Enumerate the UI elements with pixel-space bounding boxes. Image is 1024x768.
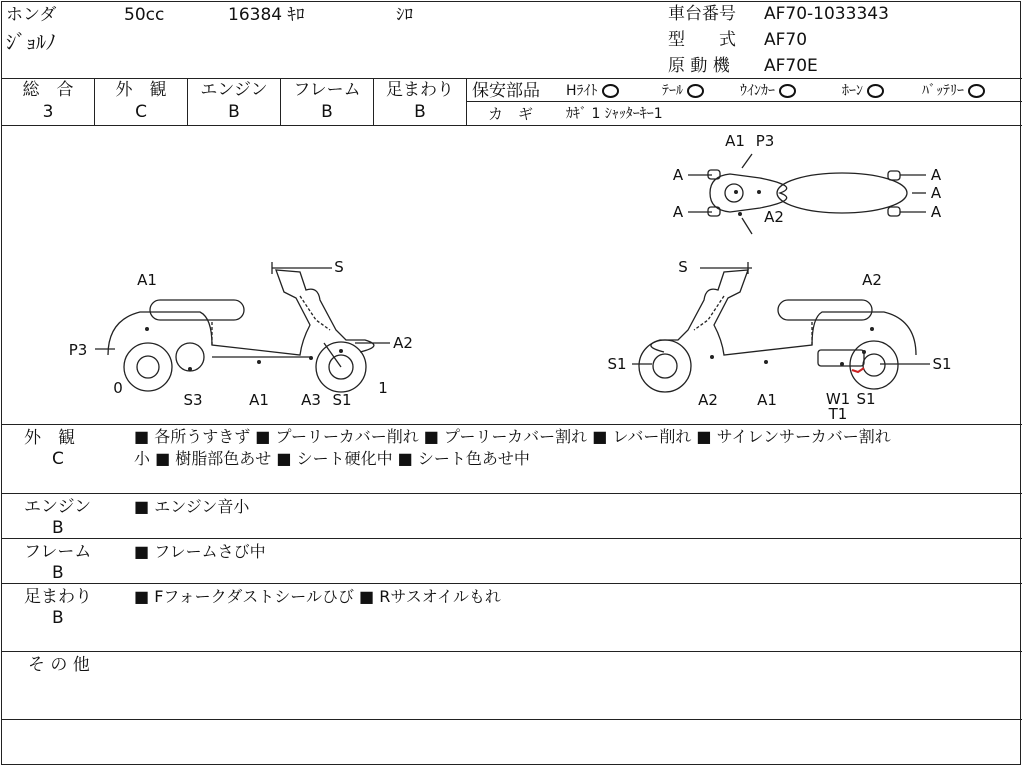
safety-item-horn — [842, 81, 884, 101]
section-grade: B — [52, 563, 64, 583]
model-name: ｼﾞｮﾙﾉ — [6, 30, 56, 54]
damage-diagram — [0, 126, 1024, 424]
exterior-grade: C — [135, 102, 147, 122]
scooter-top-view — [688, 154, 926, 234]
key-value: ｶｷﾞ 1 ｼｬｯﾀｰｷｰ1 — [566, 106, 663, 122]
diagram-label: A2 — [764, 208, 784, 226]
ok-circle-icon — [687, 84, 704, 98]
divider — [2, 424, 1022, 425]
diagram-label: T1 — [828, 405, 848, 423]
frame-grade-label: フレーム — [293, 80, 361, 100]
section-notes: 小 ■ 樹脂部色あせ ■ シート硬化中 ■ シート色あせ中 — [134, 449, 530, 468]
ok-circle-icon — [602, 84, 619, 98]
section-notes: ■ エンジン音小 — [134, 497, 250, 516]
ok-circle-icon — [968, 84, 985, 98]
section-grade: B — [52, 518, 64, 538]
displacement: 50cc — [124, 5, 165, 25]
engine-label: 原 動 機 — [668, 56, 730, 76]
type-label: 型 式 — [668, 30, 736, 50]
type-value: AF70 — [764, 30, 808, 50]
diagram-label: A — [930, 184, 942, 202]
diagram-label: S3 — [183, 391, 203, 409]
exterior-label: 外 観 — [115, 80, 167, 100]
section-label: フレーム — [24, 542, 92, 562]
section-grade: C — [52, 449, 64, 469]
engine-grade-label: エンジン — [200, 80, 268, 100]
safety-item-label: ｳｲﾝｶｰ — [740, 83, 775, 99]
diagram-label: A — [930, 166, 942, 184]
overall-grade: 3 — [42, 102, 54, 122]
section-notes: ■ Fフォークダストシールひび ■ Rサスオイルもれ — [134, 587, 501, 606]
section-label: 足まわり — [24, 587, 92, 607]
diagram-label: A — [930, 203, 942, 221]
divider — [2, 583, 1022, 584]
diagram-label: A1 — [725, 132, 745, 150]
section-label: 外 観 — [24, 428, 75, 448]
safety-item-label: Hﾗｲﾄ — [566, 83, 598, 99]
ok-circle-icon — [867, 84, 884, 98]
frame-no: AF70-1033343 — [764, 4, 889, 24]
diagram-label: A2 — [862, 271, 882, 289]
safety-label: 保安部品 — [472, 81, 540, 101]
diagram-label: A — [672, 203, 684, 221]
key-label: カ ギ — [488, 105, 534, 123]
safety-item-winker — [740, 81, 796, 101]
color: ｼﾛ — [396, 5, 413, 25]
divider — [2, 78, 1022, 79]
diagram-label: W1 — [825, 390, 851, 408]
divider — [2, 493, 1022, 494]
diagram-label: A — [672, 166, 684, 184]
divider — [2, 719, 1022, 720]
diagram-label: 1 — [378, 379, 388, 397]
engine-grade: B — [228, 102, 240, 122]
diagram-label: S — [334, 258, 344, 276]
overall-label: 総 合 — [22, 80, 74, 100]
divider — [2, 538, 1022, 539]
section-notes: ■ 各所うすきず ■ プーリーカバー削れ ■ プーリーカバー割れ ■ レバー削れ ■ サイレンサーカバー割れ — [134, 427, 891, 446]
safety-item-label: ﾎｰﾝ — [842, 83, 863, 99]
safety-item-tail — [662, 81, 704, 101]
diagram-label: A1 — [249, 391, 269, 409]
diagram-label: P3 — [755, 132, 775, 150]
diagram-label: S1 — [856, 390, 876, 408]
diagram-label: A2 — [393, 334, 413, 352]
ok-circle-icon — [779, 84, 796, 98]
diagram-label: A1 — [757, 391, 777, 409]
diagram-label: S — [678, 258, 688, 276]
diagram-label: S1 — [607, 355, 627, 373]
divider — [2, 651, 1022, 652]
safety-item-headlight — [566, 81, 619, 101]
mileage: 16384 ｷﾛ — [228, 5, 305, 25]
section-label: エンジン — [24, 497, 92, 517]
section-notes: ■ フレームさび中 — [134, 542, 266, 561]
section-label: そ の 他 — [28, 655, 90, 675]
engine-value: AF70E — [764, 56, 818, 76]
diagram-label: A2 — [698, 391, 718, 409]
divider — [466, 101, 1022, 102]
diagram-label: S1 — [932, 355, 952, 373]
frame-no-label: 車台番号 — [668, 4, 736, 24]
suspension-grade: B — [414, 102, 426, 122]
safety-item-label: ﾊﾞｯﾃﾘｰ — [922, 83, 964, 99]
diagram-label: A3 — [301, 391, 321, 409]
diagram-label: A1 — [137, 271, 157, 289]
diagram-label: 0 — [113, 379, 123, 397]
frame-grade: B — [321, 102, 333, 122]
scooter-right-view — [632, 262, 930, 392]
diagram-label: P3 — [68, 341, 88, 359]
suspension-grade-label: 足まわり — [386, 80, 454, 100]
safety-item-battery — [922, 81, 985, 101]
maker: ホンダ — [6, 5, 57, 25]
diagram-label: S1 — [332, 391, 352, 409]
safety-item-label: ﾃｰﾙ — [662, 83, 683, 99]
section-grade: B — [52, 608, 64, 628]
